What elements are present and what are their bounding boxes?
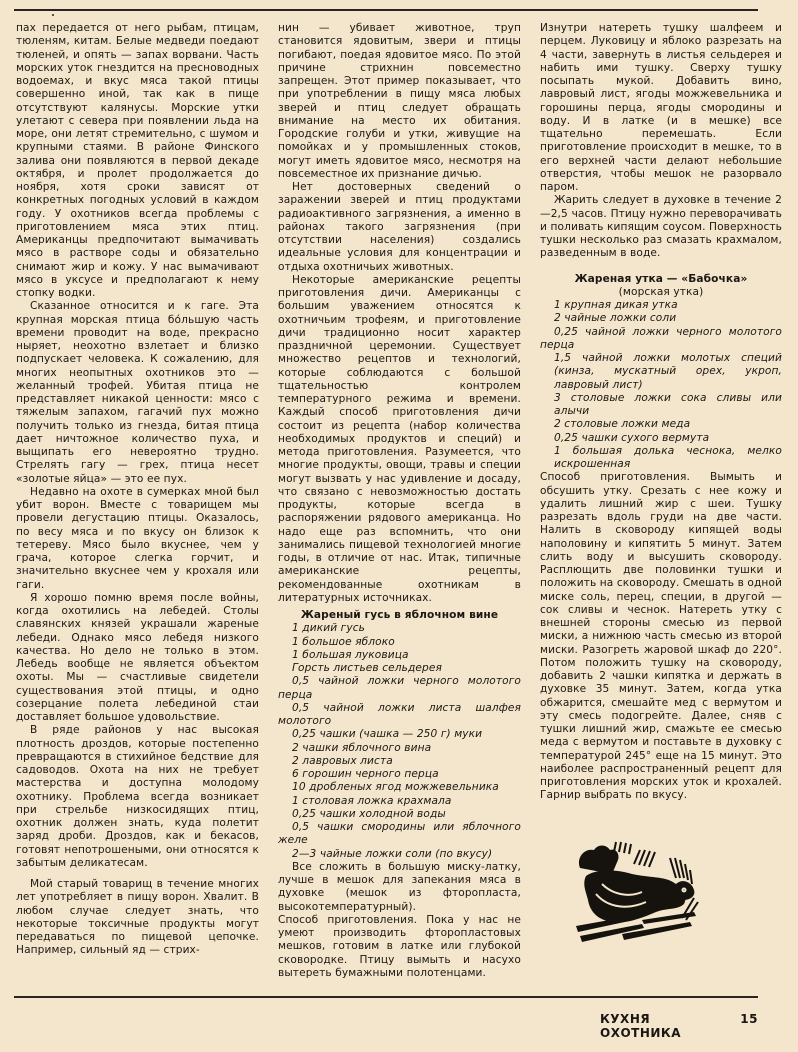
ingredient: 1 большая луковица xyxy=(292,648,409,661)
ingredient: 0,25 чашки (чашка — 250 г) муки xyxy=(292,728,483,741)
paragraph: В ряде районов у нас высокая плотность дроздов, которые постепенно превращаются в стихийное бедствие для садоводов. Охота на них не требует мастерства и доступна молодому охотнику. Проблема всегда возникает при стрельбе низкосидящих птиц, охотник должен знать, куда полетит заряд дроби. Дроздов, как и бекасов, готовят непотрошеными, они относятся к забытым деликатесам. xyxy=(16,724,259,869)
ingredient: 2—3 чайные ложки соли (по вкусу) xyxy=(292,847,493,860)
column-1 xyxy=(16,22,259,958)
section-title: КУХНЯ ОХОТНИКА xyxy=(600,1012,682,1040)
column-2 xyxy=(278,22,521,980)
ingredient: Горсть листьев сельдерея xyxy=(292,662,442,674)
ingredient: 6 горошин черного перца xyxy=(292,768,439,780)
paragraph: Сказанное относится и к гаге. Эта крупная морская птица бо́льшую часть времени проводит на воде, прекрасно ныряет, неохотно взлетает и близко подпускает человека. К сожалению, для многих неопытных охотников это — желанный трофей. Убитая птица не представляет никакой ценности: мясо с тяжелым запахом, гагачий пух можно получить только из гнезда, битая птица дает ничтожное количество пуха, и выщипать его невероятно трудно. Стрелять гагу — грех, птица несет «золотые яйца» — это ее пух. xyxy=(16,300,259,485)
goose-method-continued: Изнутри натереть тушку шалфеем и перцем. Луковицу и яблоко разрезать на 4 части, завернуть в листья сельдерея и набить ими тушку. Сверху тушку посыпать мукой. Добавить вино, лавровый лист, ягоды можжевельника и горошины перца, ягоды смородины и воду. И в латке (и в мешке) все тщательно перемешать. Если приготовление происходит в мешке, то в его верхней части делают небольшие отверстия, чтобы мешок не разорвало паром. xyxy=(540,22,782,193)
recipe-subtitle-duck: (морская утка) xyxy=(618,285,704,298)
ingredient: 0,5 чайной ложки черного молотого перца xyxy=(278,675,521,701)
duck-method: Способ приготовления. Вымыть и обсушить утку. Срезать с нее кожу и удалить лишний жир с шеи. Тушку разрезать вдоль груди на две части. Налить в сковороду кипящей воды наполовину и кипятить 5 минут. Затем слить воду и высушить сковороду. Расплющить две половинки тушки и положить на сковороду. Смешать в одной миске соль, перец, специи, в другой — сок сливы и чеснок. Натереть утку с внешней стороны смесью из первой миски, а нижнюю часть смесью из второй миски. Разогреть жаровой шкаф до 220°. Потом положить тушку на сковороду, добавить 2 чашки кипятка и держать в духовке 35 минут. Затем, когда утка обжарится, смешайте мед с вермутом и эту смесь подогрейте. Далее, сняв с тушки лишний жир, смажьте ее смесью меда с вермутом и поставьте в духовку с температурой 245° еще на 15 минут. Это наиболее распространенный рецепт для приготовления морских уток и крохалей. Гарнир выбрать по вкусу. xyxy=(540,471,783,802)
top-rule xyxy=(14,9,758,11)
page-number: 15 xyxy=(740,1012,758,1026)
ingredient: 1 крупная дикая утка xyxy=(554,299,678,311)
ingredient: 0,5 чайной ложки листа шалфея молотого xyxy=(278,701,521,727)
goose-method: Способ приготовления. Пока у нас не умеют производить фторопластовых мешков, готовим в латке или глубокой сковородке. Птицу вымыть и насухо вытереть бумажными полотенцами. xyxy=(278,913,521,979)
recipe-title-goose: Жареный гусь в яблочном вине xyxy=(300,609,499,621)
bottom-rule xyxy=(14,996,758,998)
ingredient: 0,25 чашки сухого вермута xyxy=(554,431,710,444)
paragraph: Недавно на охоте в сумерках мной был убит ворон. Вместе с товарищем мы провели дегустацию птицы. Оказалось, по весу мяса и по вкусу он близок к тетереву. Мясо было вкуснее, чем у грача, которое слегка горчит, и значительно вкуснее чем у крохаля или гаги. xyxy=(16,485,259,591)
ingredient: 10 дробленых ягод можжевельника xyxy=(292,781,499,794)
ingredient: 1 большое яблоко xyxy=(292,635,395,648)
ingredient: 3 столовые ложки сока сливы или алычи xyxy=(554,391,782,417)
ingredient: 2 чашки яблочного вина xyxy=(292,741,432,754)
paragraph: нин — убивает животное, труп становится ядовитым, звери и птицы погибают, поедая ядовитое мясо. По этой причине стрихнин повсеместно запрещен. Этот пример показывает, что при употреблении в пищу мяса любых зверей и птиц следует обращать внимание на место их обитания. Городские голуби и утки, живущие на помойках и у промышленных стоков, могут иметь ядовитое мясо, несмотря на повсеместное их признание дичью. xyxy=(278,22,521,180)
ingredient: 1,5 чайной ложки молотых специй (кинза, мускатный орех, укроп, лавровый лист) xyxy=(554,352,782,391)
ingredient: 2 столовые ложки меда xyxy=(554,418,691,431)
goose-method-continued: Жарить следует в духовке в течение 2—2,5 часов. Птицу нужно переворачивать и поливать кипящим соусом. Поверхность тушки несколько раз смазать крахмалом, разведенным в воде. xyxy=(540,194,782,260)
ingredient: 1 столовая ложка крахмала xyxy=(292,794,452,807)
paragraph: Некоторые американские рецепты приготовления дичи. Американцы с большим уважением относятся к охотничьим трофеям, и приготовление дичи традиционно носит характер праздничной церемонии. Существует множество рецептов и технологий, которые соблюдаются с большой тщательностью контролем температурного режима и времени. Каждый способ приготовления дичи состоит из рецепта (набор количества необходимых продуктов и специй) и метода приготовления. Разумеется, что многие продукты, овощи, травы и специи могут вызвать у нас удивление и досаду, что связано с невозможностью достать продукты, которые всегда в распоряжении рядового американца. Но надо еще раз вспомнить, что они занимались пищевой технологией многие годы, в отличие от нас. Итак, типичные американские рецепты, рекомендованные охотникам в литературных источниках. xyxy=(278,273,521,604)
paragraph: Нет достоверных сведений о заражении зверей и птиц продуктами радиоактивного загрязнения, а именно в районах такого загрязнения (при отсутствии населения) создались идеальные условия для концентрации и отдыха охотничьих животных. xyxy=(278,181,521,273)
ingredient: 0,25 чашки холодной воды xyxy=(292,807,446,820)
recipe-title-duck: Жареная утка — «Бабочка» xyxy=(574,272,748,285)
duck-ingredient-list xyxy=(540,299,782,471)
ingredient: 1 дикий гусь xyxy=(292,622,365,635)
paragraph: Я хорошо помню время после войны, когда охотились на лебедей. Столы славянских князей украшали жареные лебеди. Однако мясо лебедя низкого качества. Но дело не только в этом. Лебедь вообще не является объектом охоты. Мы — счастливые свидетели существования этой птицы, и одно созерцание полета лебединой стаи доставляет большое удовольствие. xyxy=(16,591,259,723)
goose-note: Все сложить в большую миску-латку, лучше в мешок для запекания мяса в духовке (мешок из фторопласта, высокотемпературный). xyxy=(278,860,521,913)
page-footer xyxy=(600,1012,758,1040)
ingredient: 0,25 чайной ложки черного молотого перца xyxy=(540,325,782,351)
paragraph: пах передается от него рыбам, птицам, тюленям, китам. Белые медведи поедают тюленей, и опять — запах ворвани. Часть морских уток гнездится на пресноводных водоемах, и вкус мяса такой птицы совершенно иной, так как в пище отсутствуют калянусы. Морские утки улетают с севера при появлении льда на море, они летят стремительно, с шумом и крупными стаями. В районе Финского залива они появляются в первой декаде октября, и пролет продолжается до ноября, хотя сроки зависят от конкретных погодных условий в каждом году. У охотников всегда проблемы с приготовлением мяса этих птиц. Американцы предпочитают вымачивать мясо в растворе соды и обязательно снимают жир и кожу. У нас вымачивают мясо в уксусе и предполагают к нему стопку водки. xyxy=(16,22,259,299)
ingredient: 2 лавровых листа xyxy=(292,754,393,767)
goose-ingredient-list xyxy=(278,622,521,861)
print-speck xyxy=(52,14,54,16)
ingredient: 0,5 чашки смородины или яблочного желе xyxy=(278,821,521,847)
grouse-woodcut-icon xyxy=(572,838,702,948)
ingredient: 2 чайные ложки соли xyxy=(554,312,677,325)
ingredient: 1 большая долька чеснока, мелко искрошенная xyxy=(554,444,782,470)
paragraph: Мой старый товарищ в течение многих лет употребляет в пищу ворон. Хвалит. В любом случае следует знать, что некоторые токсичные продукты могут передаваться по пищевой цепочке. Например, сильный яд — стрих- xyxy=(16,878,259,957)
column-3 xyxy=(540,22,782,803)
